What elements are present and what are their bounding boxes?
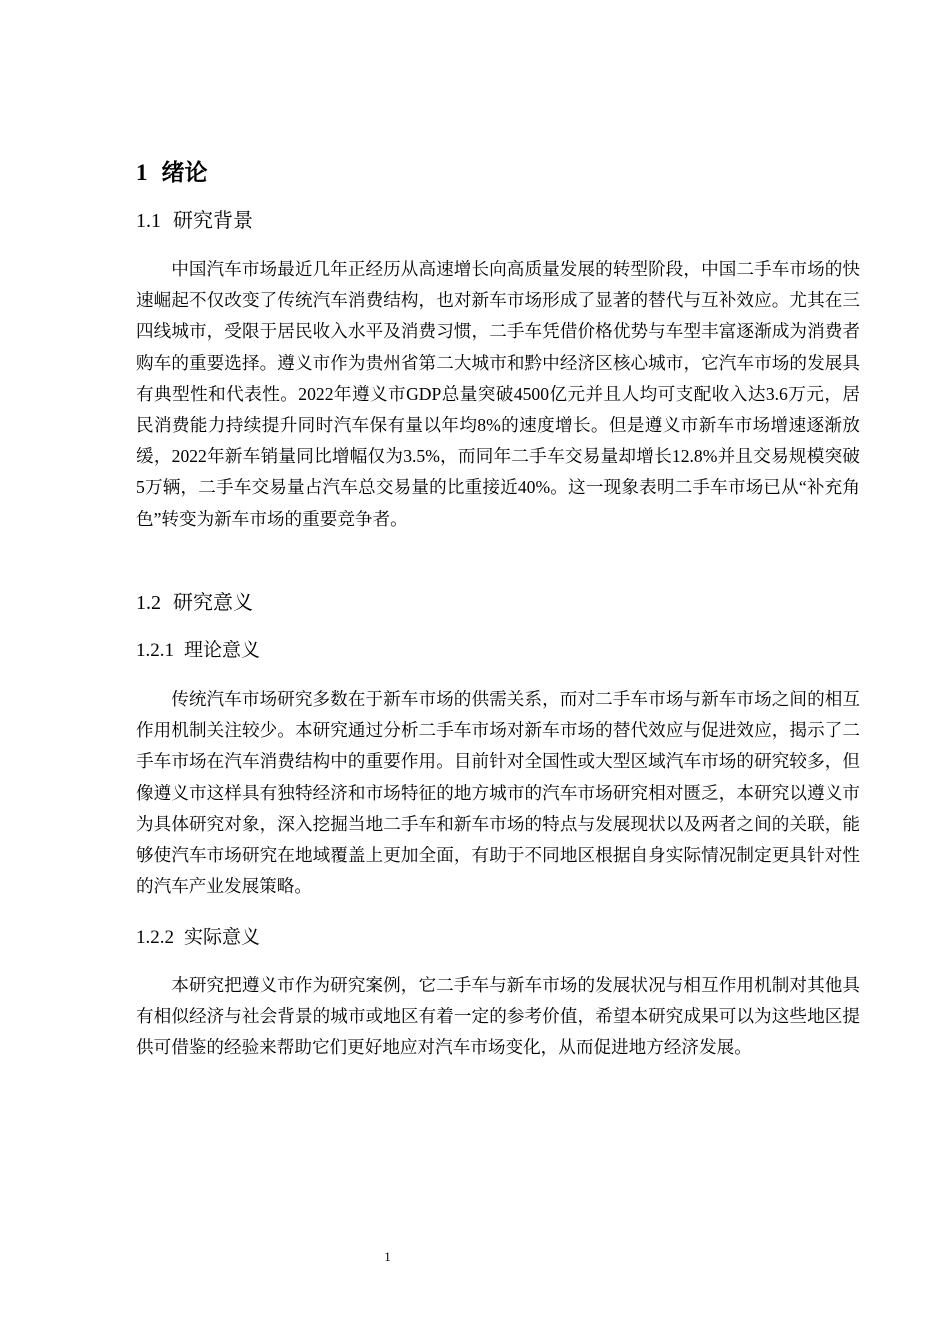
subsection-number: 1.2.1 [136, 640, 174, 661]
subsection-number: 1.2.2 [136, 927, 174, 948]
chapter-heading [136, 156, 208, 190]
chapter-title: 绪论 [161, 160, 208, 185]
background-paragraph: 中国汽车市场最近几年正经历从高速增长向高质量发展的转型阶段，中国二手车市场的快速崛起不仅改变了传统汽车消费结构，也对新车市场形成了显著的替代与互补效应。尤其在三四线城市，受限于居民收入水平及消费习惯，二手车凭借价格优势与车型丰富逐渐成为消费者购车的重要选择。遵义市作为贵州省第二大城市和黔中经济区核心城市，它汽车市场的发展具有典型性和代表性。2022年遵义市GDP总量突破4500亿元并且人均可支配收入达3.6万元，居民消费能力持续提升同时汽车保有量以年均8%的速度增长。但是遵义市新车市场增速逐渐放缓，2022年新车销量同比增幅仅为3.5%，而同年二手车交易量却增长12.8%并且交易规模突破5万辆，二手车交易量占汽车总交易量的比重接近40%。这一现象表明二手车市场已从“补充角色”转变为新车市场的重要竞争者。 [136, 259, 860, 529]
subsection-title: 实际意义 [184, 927, 261, 948]
section-heading-significance [136, 588, 253, 618]
subsection-heading-practical [136, 924, 260, 952]
page-number: 1 [384, 1249, 391, 1264]
section-number: 1.2 [136, 592, 161, 614]
chapter-number: 1 [136, 160, 148, 185]
section-title: 研究背景 [173, 210, 253, 232]
practical-paragraph: 本研究把遵义市作为研究案例，它二手车与新车市场的发展状况与相互作用机制对其他具有相似经济与社会背景的城市或地区有着一定的参考价值，希望本研究成果可以为这些地区提供可借鉴的经验来帮助它们更好地应对汽车市场变化，从而促进地方经济发展。 [136, 975, 860, 1058]
theoretical-paragraph: 传统汽车市场研究多数在于新车市场的供需关系，而对二手车市场与新车市场之间的相互作用机制关注较少。本研究通过分析二手车市场对新车市场的替代效应与促进效应，揭示了二手车市场在汽车消费结构中的重要作用。目前针对全国性或大型区域汽车市场的研究较多，但像遵义市这样具有独特经济和市场特征的地方城市的汽车市场研究相对匮乏，本研究以遵义市为具体研究对象，深入挖掘当地二手车和新车市场的特点与发展现状以及两者之间的关联，能够使汽车市场研究在地域覆盖上更加全面，有助于不同地区根据自身实际情况制定更具针对性的汽车产业发展策略。 [136, 689, 860, 897]
section-heading-background [136, 206, 253, 236]
subsection-heading-theoretical [136, 637, 260, 665]
section-title: 研究意义 [173, 592, 253, 614]
subsection-title: 理论意义 [184, 640, 261, 661]
section-number: 1.1 [136, 210, 161, 232]
